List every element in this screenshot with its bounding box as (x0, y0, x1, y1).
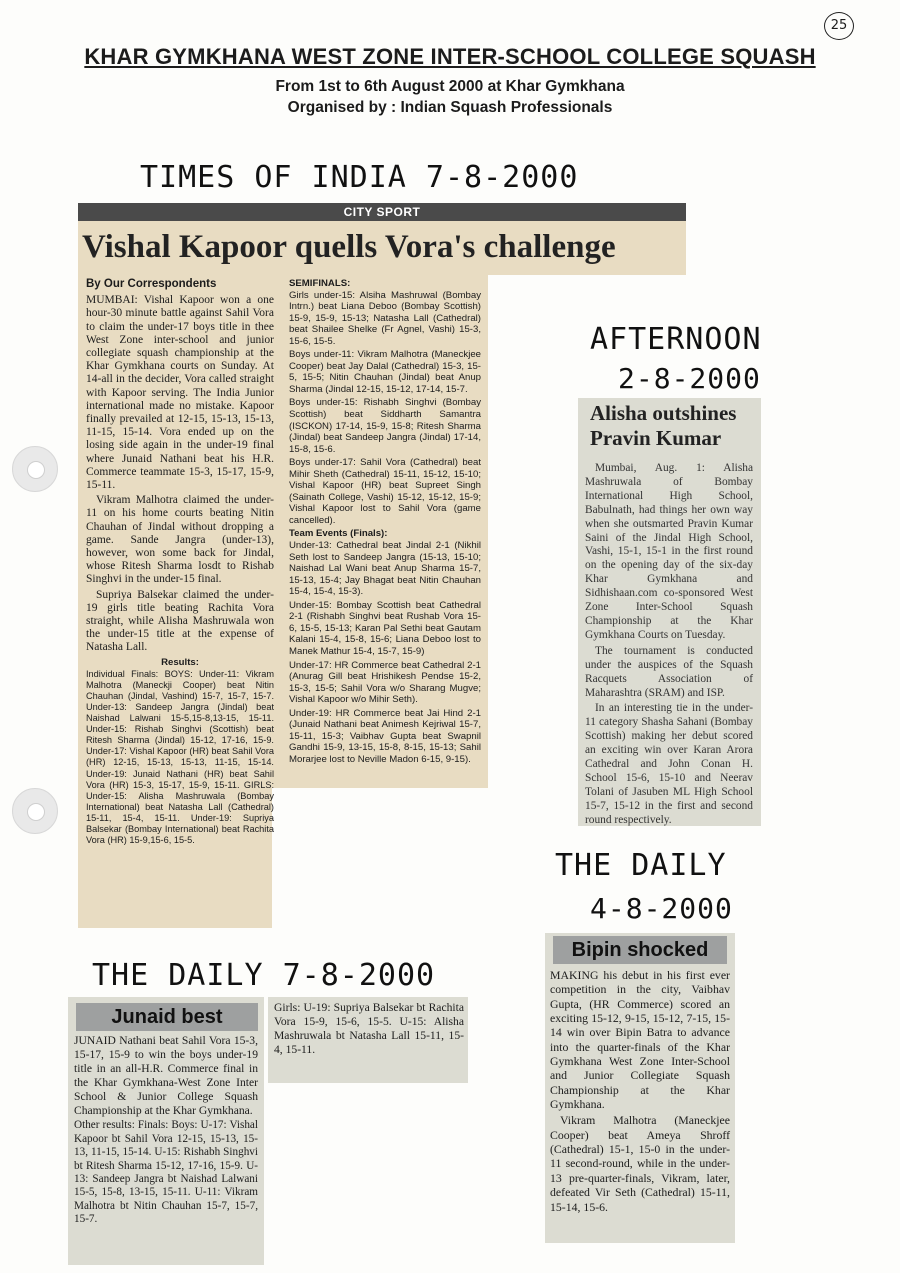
toi-result-item: Boys under-11: Vikram Malhotra (Maneckjee Cooper) beat Jay Dalal (Cathedral) 15-3, 15-5, 15-5; Nitin Chauhan (Jindal) beat Anup Sharma (Jindal 12-15, 15-12, 17-14, 15-7. (289, 349, 481, 395)
afternoon-para: In an interesting tie in the under-11 category Shasha Sahani (Bombay Scottish) making her debut scored an exciting win over Karan Arora Cathedral and John Conan H. School 15-6, 15-10 and Neerav Tolani of Jasuben ML High School 15-7, 15-12 in the first and second round respectively. (585, 702, 753, 826)
toi-headline: Vishal Kapoor quells Vora's challenge (82, 229, 616, 265)
afternoon-para: The tournament is conducted under the auspices of the Squash Racquets Association of Maharashtra (SRAM) and ISP. (585, 644, 753, 699)
daily-junaid-para: Girls: U-19: Supriya Balsekar bt Rachita Vora 15-9, 15-6, 15-5. U-15: Alisha Mashruwala bt Natasha Lall 15-11, 15-4, 15-11. (274, 1001, 464, 1056)
afternoon-para: Mumbai, Aug. 1: Alisha Mashruwala of Bombay International High School, Babulnath, had things her own way when she outsmarted Pravin Kumar Saini of the Jindal High School, Vashi, 15-1, 15-1 in the first round on the opening day of the six-day Khar Gymkhana and Sidhishaan.com co-sponsored West Zone Inter-School Squash Championship at the Khar Gymkhana Courts on Tuesday. (585, 462, 753, 641)
toi-results-text: Individual Finals: BOYS: Under-11: Vikram Malhotra (Maneckji Cooper) beat Nitin Chauhan (Jindal, Vashind) 15-7, 15-7, 15-7. Under-13: Sandeep Jangra (Jindal) beat Naishad Lalwani 15-5,15-8,13-15, 15-11. Under-15: Rishab Singhvi (Scottish) beat Ritesh Sharma (Jindal) 15-12, 17-16, 15-9. Under-17: Vishal Kapoor (HR) beat Sahil Vora (HR) 12-15, 15-13, 15-13, 11-15, 15-14. Under-19: Junaid Nathani (HR) beat Sahil Vora (HR) 15-3, 15-17, 15-9, 15-11. GIRLS: Under-15: Alisha Mashruwala (Bombay International) beat Natasha Lall (Cathedral) 15-11, 15-4, 15-11. Under-19: Supriya Balsekar (Bombay International) beat Rachita Vora (HR) 15-9,15-6, 15-5. (86, 668, 274, 846)
daily-bipin-para: Vikram Malhotra (Maneckjee Cooper) beat Ameya Shroff (Cathedral) 15-1, 15-0 in the under-11 second-round, while in the under-13 pre-quarter-finals, Vikram, later, defeated Vir Seth (Cathedral) 15-11, 15-14, 15-6. (550, 1113, 730, 1214)
toi-result-item: Under-17: HR Commerce beat Cathedral 2-1 (Anurag Gill beat Hrishikesh Pendse 15-2, 15-3, 15-5; Sahil Vora w/o Sharang Mugve; Vishal Kapoor w/o Mihir Seth). (289, 659, 481, 706)
daily-junaid-para: Other results: Finals: Boys: U-17: Vishal Kapoor bt Sahil Vora 12-15, 15-13, 15-13, 11-15, 15-14. U-15: Rishabh Singhvi bt Ritesh Sharma 15-12, 17-16, 15-9. U-13: Sandeep Jangra bt Naishad Lalwani 15-5, 15-8, 13-15, 15-11. U-11: Vikram Malhotra bt Nitin Chauhan 15-7, 15-7, 15-7. (74, 1119, 258, 1226)
binder-hole-top (12, 446, 58, 492)
daily-junaid-col2 (274, 1001, 464, 1059)
toi-results-heading: Results: (161, 656, 199, 668)
afternoon-headline: Alisha outshines Pravin Kumar (590, 401, 737, 450)
toi-byline: By Our Correspondents (86, 278, 217, 290)
daily-bipin-headline: Bipin shocked (571, 939, 709, 961)
binder-hole-bottom (12, 788, 58, 834)
daily-bipin-para: MAKING his debut in his first ever competition in the city, Vaibhav Gupta, (HR Commerce) scored an exciting 15-12, 9-15, 15-12, 7-15, 15-14 win over Bipin Batra to advance into the quarter-finals of the Khar Gymkhana West Zone Inter-School and Junior Collegiate Squash Championship at the Khar Gymkhana. (550, 968, 730, 1112)
toi-result-item: Boys under-17: Sahil Vora (Cathedral) beat Mihir Sheth (Cathedral) 15-11, 15-12, 15-10; Vishal Kapoor (HR) beat Supreet Singh (Sainath College, Vashi) 15-12, 15-12, 15-9; Vishal Kapoor lost to Sahil Vora (game cancelled). (289, 457, 481, 526)
afternoon-handwritten-date: 2-8-2000 (618, 362, 761, 395)
daily-junaid-headline: Junaid best (111, 1006, 223, 1028)
toi-team-heading: Team Events (Finals): (289, 528, 388, 540)
toi-semifinals-heading: SEMIFINALS: (289, 278, 351, 289)
toi-result-item: Under-15: Bombay Scottish beat Cathedral 2-1 (Rishabh Singhvi beat Rushab Vora 15-6, 15-5, 15-13; Karan Pal Sethi beat Gautam Kalani 15-4, 15-8, 15-6; Liana Deboo lost to Manek Mathur 15-4, 15-7, 15-9) (289, 599, 481, 657)
daily-bipin-handwritten-label: THE DAILY (555, 848, 727, 883)
daily-junaid-handwritten-label: THE DAILY 7-8-2000 (92, 958, 436, 993)
afternoon-handwritten-label: AFTERNOON (590, 322, 762, 357)
toi-result-item: Under-13: Cathedral beat Jindal 2-1 (Nikhil Seth lost to Sandeep Jangra (15-13, 15-10; Naishad Lal Wani beat Anup Sharma 15-7, 15-13, 15-4; Jay Bhagat beat Nitin Chauhan 15-4, 15-4, 15-3). (289, 540, 481, 598)
daily-junaid-col1 (74, 1034, 258, 1229)
afternoon-body (585, 462, 753, 830)
toi-para: Supriya Balsekar claimed the under-19 girls title beating Rachita Vora straight, while Alisha Mashruwala won the under-15 title at the expense of Natasha Lall. (86, 588, 274, 654)
page-number: 25 (824, 12, 854, 40)
daily-bipin-handwritten-date: 4-8-2000 (590, 892, 733, 925)
toi-handwritten-label: TIMES OF INDIA 7-8-2000 (140, 160, 579, 195)
daily-bipin-body (550, 968, 730, 1216)
organiser-line: Organised by : Indian Squash Professionals (287, 99, 613, 116)
page-title: KHAR GYMKHANA WEST ZONE INTER-SCHOOL COLLEGE SQUASH (84, 44, 816, 69)
toi-section-bar: CITY SPORT (78, 203, 686, 221)
toi-para: MUMBAI: Vishal Kapoor won a one hour-30 minute battle against Sahil Vora to claim the under-17 boys title in thee West Zone inter-school and junior collegiate squash championship at the Khar Gymkhana courts on Sunday. At 14-all in the decider, Vora called straight with Kapoor serving. The India Junior international made no mistake. Kapoor finally prevailed at 12-15, 15-13, 15-13, 11-15, 15-14. Vora ended up on the losing side again in the under-19 final where Junaid Nathani beat his H.R. Commerce teammate 15-3, 15-17, 15-9, 15-11. (86, 294, 274, 492)
toi-para: Vikram Malhotra claimed the under-11 on his home courts beating Nitin Chauhan of Jindal without dropping a game. Sande Jangra (under-13), however, won some back for Jindal, whose Ritesh Sharma losdt to Rishab Singhvi in the under-15 final. (86, 494, 274, 586)
toi-result-item: Under-19: HR Commerce beat Jai Hind 2-1 (Junaid Nathani beat Animesh Kejriwal 15-7, 15-11, 15-3; Vaibhav Gupta beat Swapnil Gandhi 15-9, 13-15, 15-8, 8-15, 15-13; Sahil Morarjee lost to Neville Madon 6-15, 9-15). (289, 707, 481, 765)
daily-junaid-para: JUNAID Nathani beat Sahil Vora 15-3, 15-17, 15-9 to win the boys under-19 title in an all-H.R. Commerce final in the Khar Gymkhana-West Zone Inter School & Junior College Squash Championship at the Khar Gymkhana. (74, 1034, 258, 1117)
toi-result-item: Boys under-15: Rishabh Singhvi (Bombay Scottish) beat Siddharth Samantra (ISCKON) 17-14, 15-9, 15-8; Ritesh Sharma (Jindal) beat Sandeep Jangra (Jindal) 17-14, 15-8, 15-6. (289, 397, 481, 455)
toi-result-item: Girls under-15: Alsiha Mashruwal (Bombay Intrn.) beat Liana Deboo (Bombay Scottish) 15-9, 15-9, 15-13; Natasha Lall (Cathedral) beat Shailee Shelke (Fr Agnel, Vashi) 15-3, 15-6, 15-5. (289, 289, 481, 347)
event-dates: From 1st to 6th August 2000 at Khar Gymkhana (275, 78, 625, 95)
toi-column-2 (289, 278, 481, 767)
toi-column-1 (86, 278, 274, 846)
